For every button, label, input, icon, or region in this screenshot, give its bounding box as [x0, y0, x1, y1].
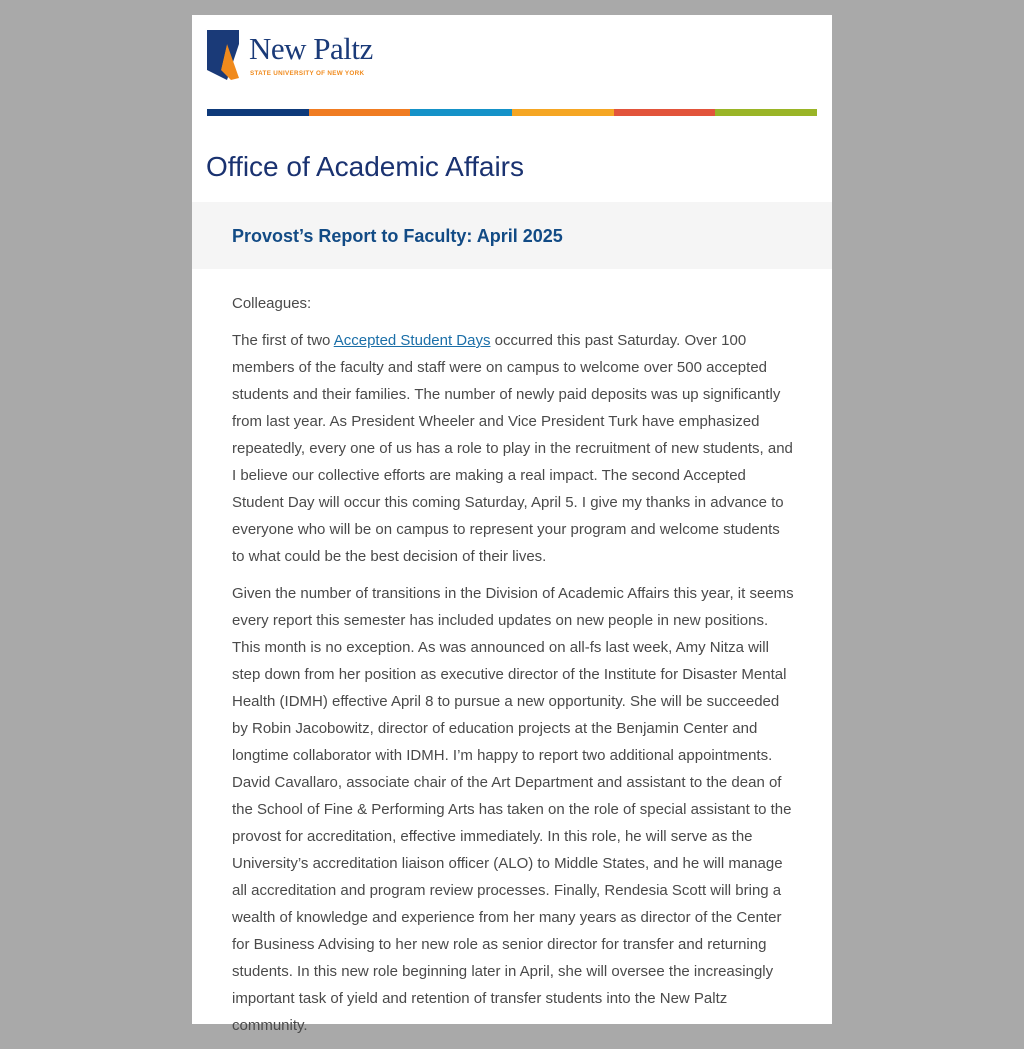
report-title-band	[192, 202, 832, 269]
report-title: Provost’s Report to Faculty: April 2025	[232, 226, 563, 246]
new-paltz-logo[interactable]	[207, 30, 387, 80]
paragraph-transitions: Given the number of transitions in the Division of Academic Affairs this year, it seems every report this semester has included updates on new people in new positions. This month is no exception. As was announced on all-fs last week, Amy Nitza will step down from her position as executive director of the Institute for Disaster Mental Health (IDMH) effective April 8 to pursue a new opportunity. She will be succeeded by Robin Jacobowitz, director of education projects at the Benjamin Center and longtime collaborator with IDMH. I’m happy to report two additional appointments. David Cavallaro, associate chair of the Art Department and assistant to the dean of the School of Fine & Performing Arts has taken on the role of special assistant to the provost for accreditation, effective immediately. In this role, he will serve as the University’s accreditation liaison officer (ALO) to Middle States, and he will manage all accreditation and program review processes. Finally, Rendesia Scott will bring a wealth of knowledge and experience from her many years as director of the Center for Business Advising to her new role as senior director for transfer and returning students. In this new role beginning later in April, she will oversee the increasingly important task of yield and retention of transfer students into the New Paltz community.	[232, 585, 794, 1034]
logo-subtitle: STATE UNIVERSITY OF NEW YORK	[250, 70, 365, 77]
report-body	[232, 290, 794, 1049]
greeting: Colleagues:	[232, 295, 312, 312]
color-bar-segment	[309, 109, 411, 116]
paragraph-accepted-student-days	[232, 327, 794, 570]
email-container	[192, 15, 832, 1034]
accepted-student-days-link[interactable]: Accepted Student Days	[333, 332, 491, 349]
color-bar-segment	[207, 109, 309, 116]
color-bar-segment	[614, 109, 716, 116]
color-bar-segment	[410, 109, 512, 116]
color-bar-segment	[715, 109, 817, 116]
logo-mark-icon	[207, 30, 239, 80]
brand-color-bar	[207, 109, 817, 116]
paragraph-text: occurred this past Saturday. Over 100 members of the faculty and staff were on campus to welcome over 500 accepted students and their families. The number of newly paid deposits was up significantly from last year. As President Wheeler and Vice President Turk have emphasized repeatedly, every one of us has a role to play in the recruitment of new students, and I believe our collective efforts are making a real impact. The second Accepted Student Day will occur this coming Saturday, April 5. I give my thanks in advance to everyone who will be on campus to represent your program and welcome students to what could be the best decision of their lives.	[232, 332, 793, 565]
paragraph-text: The first of two	[232, 332, 334, 349]
logo-name: New Paltz	[249, 31, 373, 66]
office-title: Office of Academic Affairs	[206, 151, 525, 182]
color-bar-segment	[512, 109, 614, 116]
